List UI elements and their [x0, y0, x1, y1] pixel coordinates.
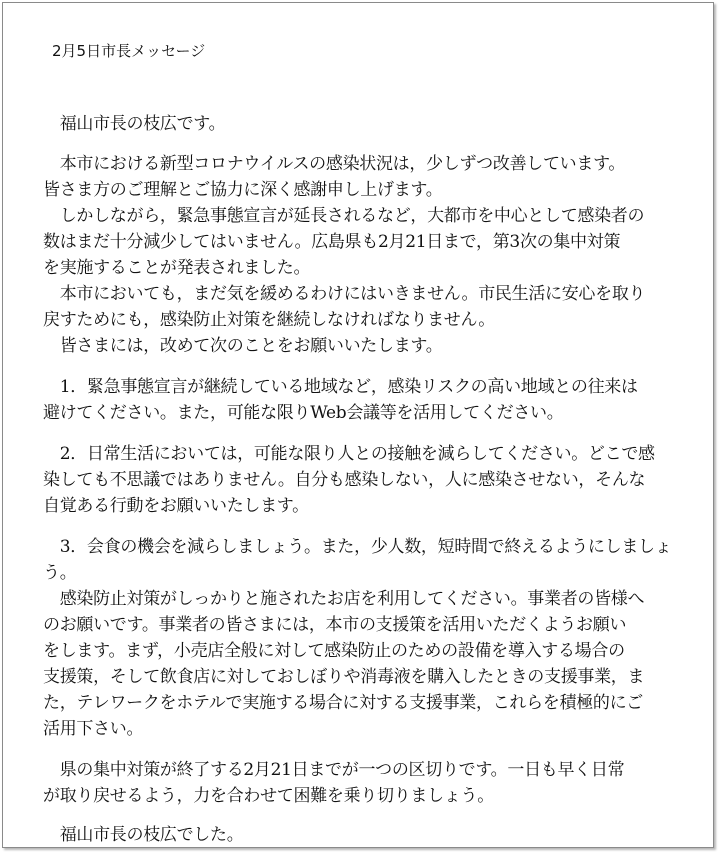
- text-line: 1．緊急事態宣言が継続している地域など，感染リスクの高い地域との往来は: [43, 377, 638, 397]
- text-line: 数はまだ十分減少してはいません。広島県も2月21日まで，第3次の集中対策: [43, 232, 621, 252]
- text-line: 自覚ある行動をお願いいたします。: [43, 496, 309, 516]
- text-line: 2．日常生活においては，可能な限り人との接触を減らしてください。どこで感: [43, 444, 655, 464]
- text-line: 県の集中対策が終了する2月21日までが一つの区切りです。一日も早く日常: [43, 760, 625, 780]
- page-title: 2月5日市長メッセージ: [52, 42, 206, 60]
- text-line: 本市においても，まだ気を緩めるわけにはいきません。市民生活に安心を取り: [43, 284, 646, 304]
- text-line: 皆さまには，改めて次のことをお願いいたします。: [43, 336, 443, 356]
- text-line: しかしながら，緊急事態宣言が延長されるなど，大都市を中心として感染者の: [43, 206, 645, 226]
- text-line: 活用下さい。: [43, 719, 144, 739]
- text-line: 福山市長の枝広です。: [43, 114, 226, 134]
- text-line: 避けてください。また，可能な限りWeb会議等を活用してください。: [43, 403, 564, 423]
- text-line: 感染防止対策がしっかりと施されたお店を利用してください。事業者の皆様へ: [43, 589, 645, 609]
- text-line: う。: [43, 563, 77, 583]
- text-line: 支援策，そして飲食店に対しておしぼりや消毒液を購入したときの支援事業，ま: [43, 667, 645, 687]
- text-line: た，テレワークをホテルで実施する場合に対する支援事業，これらを積極的にご: [43, 693, 644, 713]
- text-line: をします。まず，小売店全般に対して感染防止のための設備を導入する場合の: [43, 641, 625, 661]
- text-line: 戻すためにも，感染防止対策を継続しなければなりません。: [43, 310, 495, 330]
- text-line: のお願いです。事業者の皆さまには，本市の支援策を活用いただくようお願い: [43, 615, 627, 635]
- text-line: 染しても不思議ではありません。自分も感染しない，人に感染させない，そんな: [43, 470, 646, 490]
- text-line: 皆さま方のご理解とご協力に深く感謝申し上げます。: [43, 180, 443, 200]
- text-line: 本市における新型コロナウイルスの感染状況は，少しずつ改善しています。: [43, 154, 626, 174]
- text-line: 3．会食の機会を減らしましょう。また，少人数，短時間で終えるようにしましょ: [43, 537, 672, 557]
- text-line: が取り戻せるよう，力を合わせて困難を乗り切りましょう。: [43, 786, 494, 806]
- text-line: を実施することが発表されました。: [43, 258, 311, 278]
- text-line: 福山市長の枝広でした。: [43, 825, 244, 845]
